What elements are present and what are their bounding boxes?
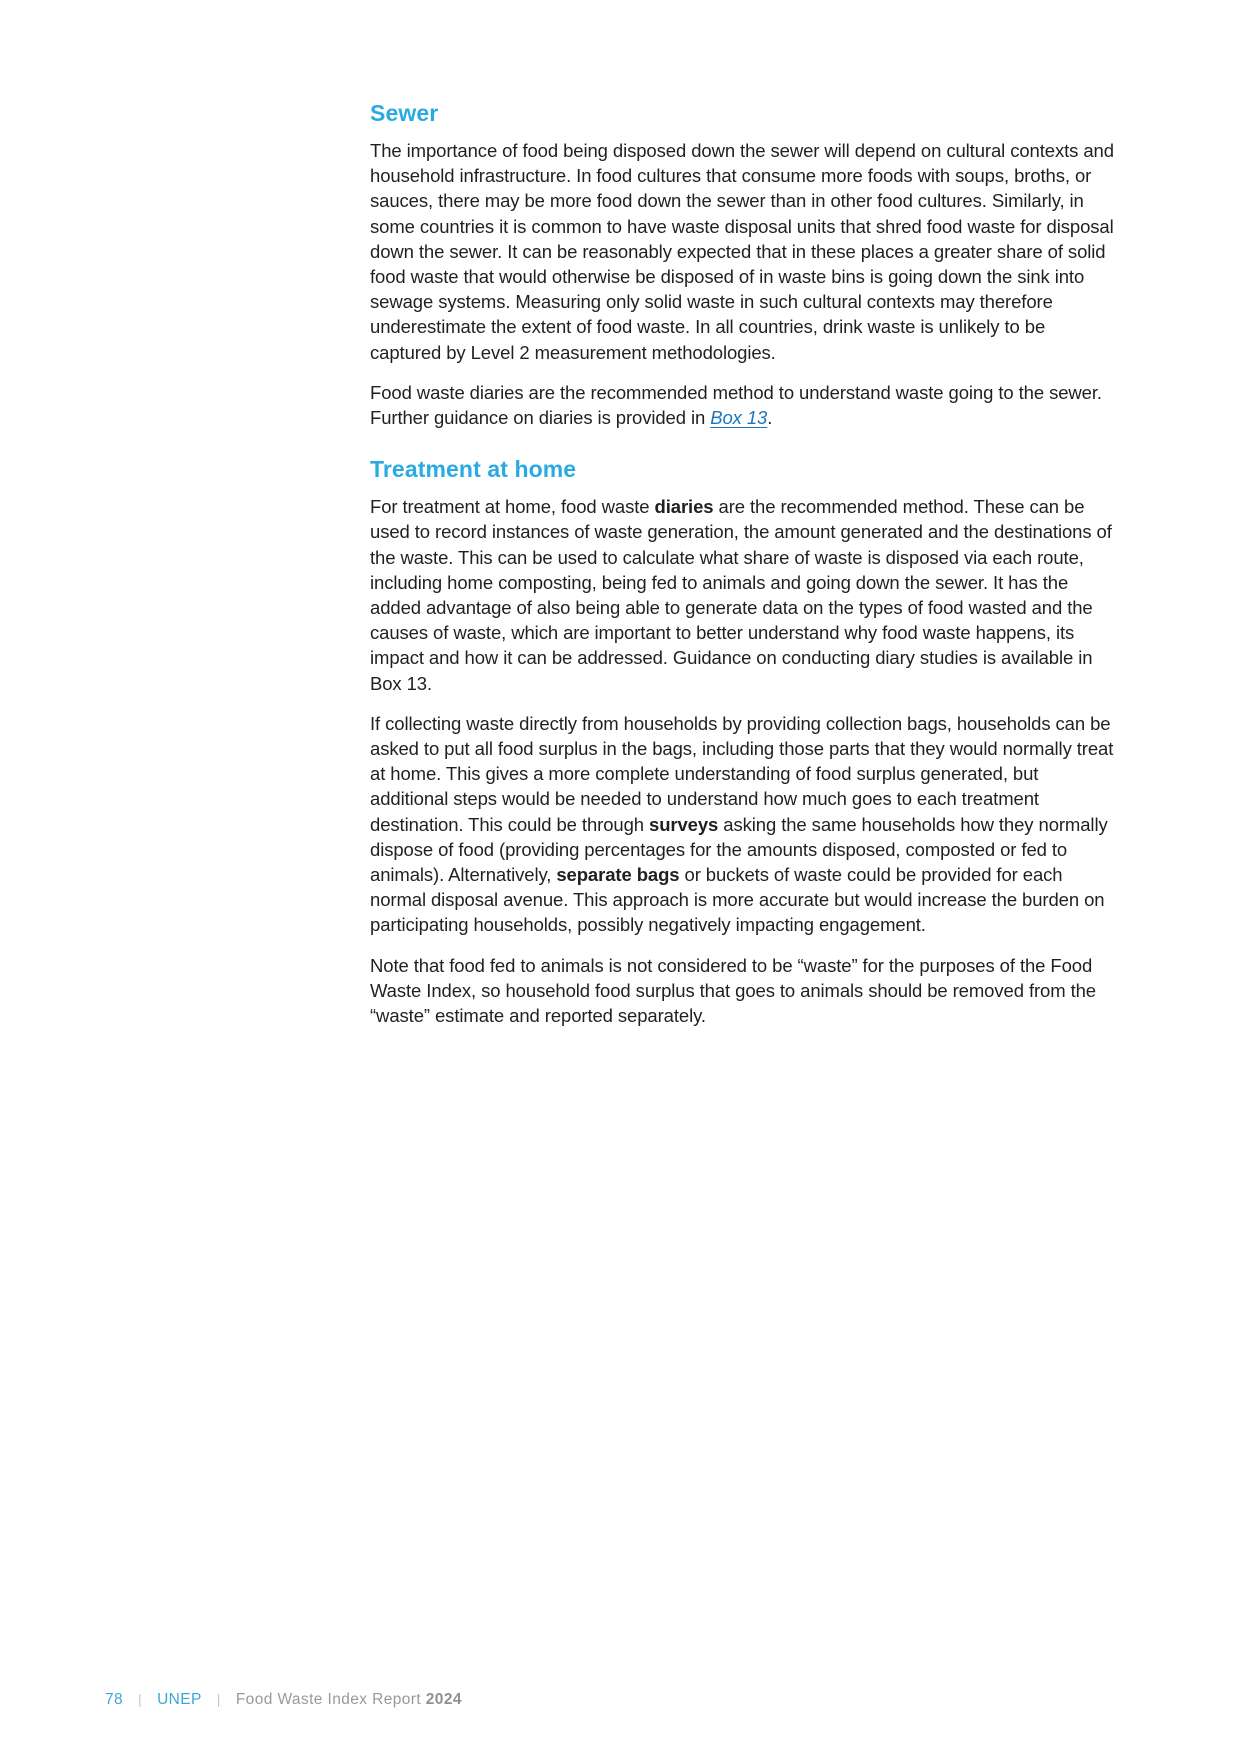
text-column	[370, 100, 1118, 1028]
section-treatment-at-home	[370, 456, 1118, 1028]
paragraph	[370, 953, 1118, 1029]
text-segment: For treatment at home, food waste	[370, 496, 655, 518]
page-number: 78	[105, 1691, 124, 1708]
paragraph	[370, 711, 1118, 938]
bold-text: separate bags	[556, 864, 680, 886]
footer-org-name: UNEP	[157, 1691, 202, 1708]
text-segment: or buckets of waste could be provided for each normal disposal avenue. This approach is more accurate but would increase the burden on participating households, possibly negatively impacting engagement.	[370, 864, 1105, 936]
paragraph	[370, 494, 1118, 696]
text-segment: Food waste diaries are the recommended method to understand waste going to the sewer. Further guidance on diaries is provided in	[370, 381, 1102, 429]
footer-report-year: 2024	[425, 1691, 462, 1708]
footer-separator: |	[138, 1691, 143, 1707]
bold-text: surveys	[649, 813, 719, 835]
footer-separator: |	[216, 1691, 221, 1707]
text-segment: are the recommended method. These can be used to record instances of waste generation, the amount generated and the destinations of the waste. This can be used to calculate what share of waste is disposed via each route, including home composting, being fed to animals and going down the sewer. It has the added advantage of also being able to generate data on the types of food wasted and the causes of waste, which are important to better understand why food waste happens, its impact and how it can be addressed. Guidance on conducting diary studies is available in Box 13.	[370, 496, 1112, 694]
footer-report-title-text: Food Waste Index Report	[235, 1691, 422, 1708]
section-heading-treatment-at-home: Treatment at home	[370, 456, 577, 483]
bold-text: diaries	[654, 496, 714, 518]
section-heading-sewer: Sewer	[370, 100, 439, 126]
section-sewer	[370, 100, 1118, 430]
box-13-link[interactable]: Box 13	[710, 407, 768, 429]
text-segment: Note that food fed to animals is not considered to be “waste” for the purposes of the Food Waste Index, so household food surplus that goes to animals should be removed from the “waste” estimate and reported separately.	[370, 954, 1096, 1027]
paragraph	[370, 380, 1118, 430]
text-segment: asking the same households how they normally dispose of food (providing percentages for the amounts disposed, composted or fed to animals). Alternatively,	[370, 813, 1108, 886]
paragraph	[370, 138, 1118, 365]
text-segment: The importance of food being disposed down the sewer will depend on cultural contexts and household infrastructure. In food cultures that consume more foods with soups, broths, or sauces, there may be more food down the sewer than in other food cultures. Similarly, in some countries it is common to have waste disposal units that shred food waste for disposal down the sewer. It can be reasonably expected that in these places a greater share of solid food waste that would otherwise be disposed of in waste bins is going down the sink into sewage systems. Measuring only solid waste in such cultural contexts may therefore underestimate the extent of food waste. In all countries, drink waste is unlikely to be captured by Level 2 measurement methodologies.	[370, 140, 1114, 363]
text-segment: .	[767, 407, 773, 429]
text-segment: If collecting waste directly from households by providing collection bags, households can be asked to put all food surplus in the bags, including those parts that they would normally treat at home. This gives a more complete understanding of food surplus generated, but additional steps would be needed to understand how much goes to each treatment destination. This could be through	[370, 712, 1114, 835]
page-footer	[105, 1691, 462, 1709]
footer-report-title	[236, 1691, 462, 1709]
